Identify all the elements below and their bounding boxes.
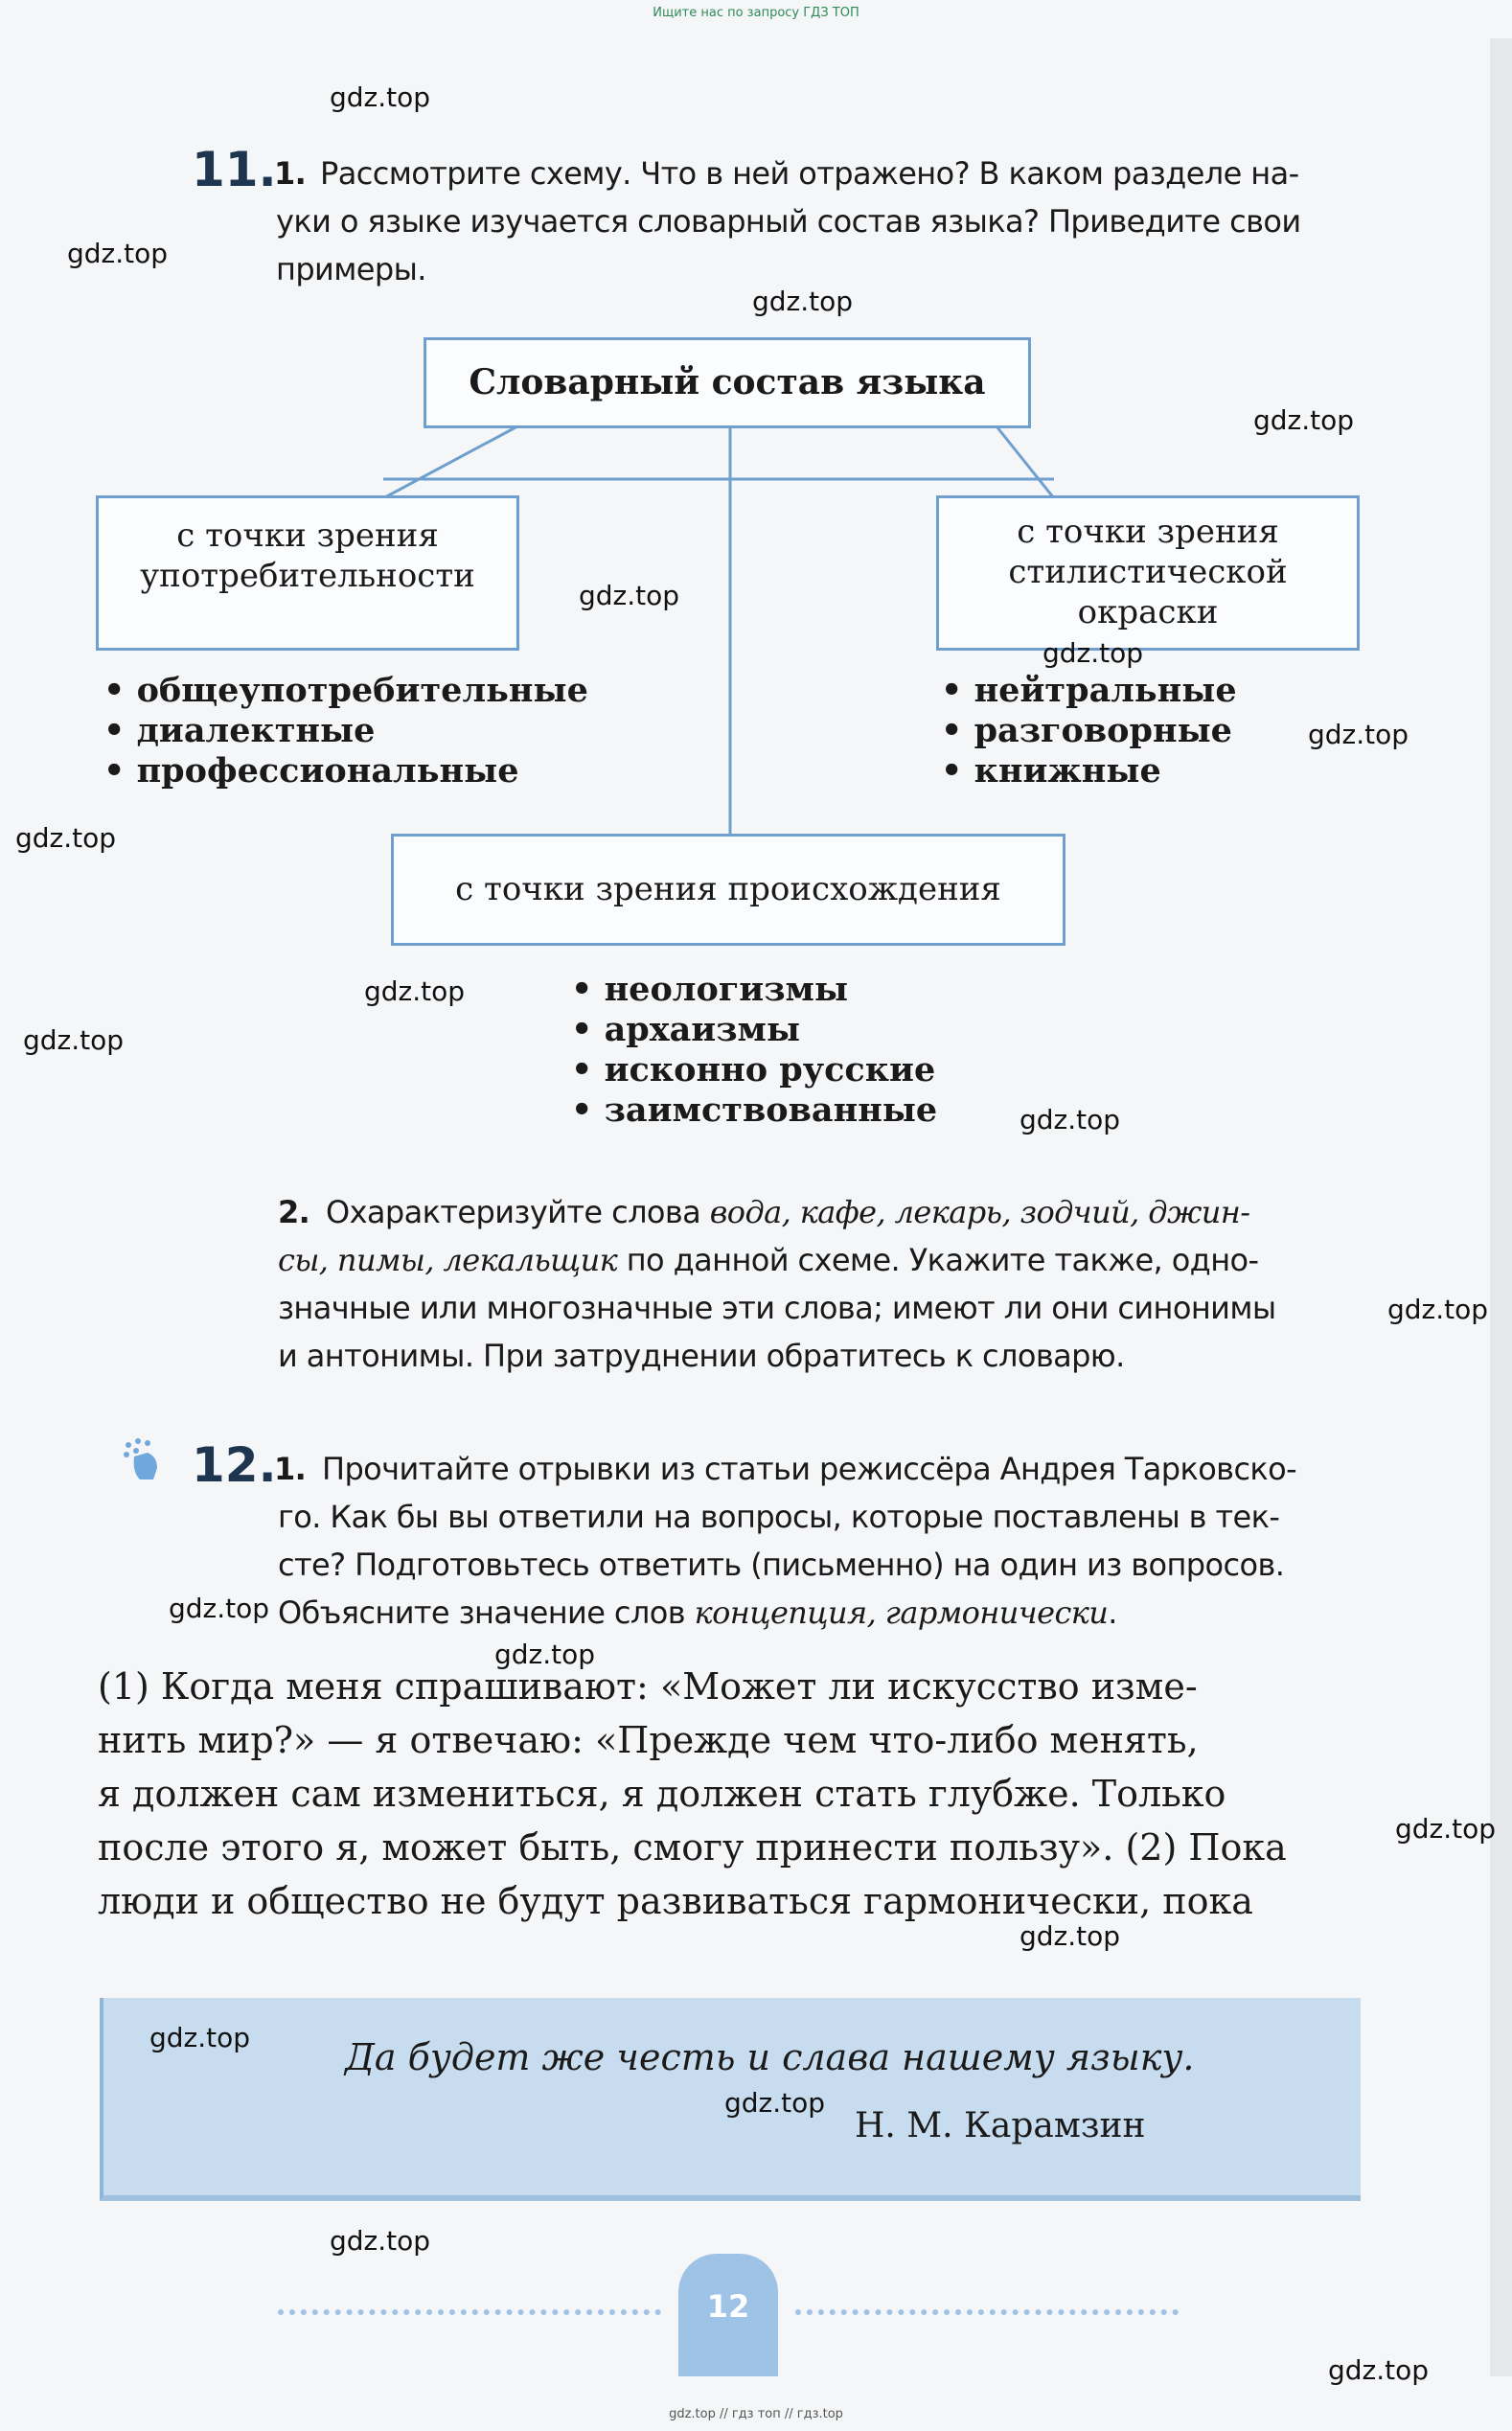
- watermark: gdz.top: [330, 2225, 431, 2257]
- watermark: gdz.top: [67, 238, 169, 269]
- example-words: вода, кафе, лекарь, зодчий, джин-: [709, 1194, 1250, 1230]
- style-list: [941, 671, 1237, 791]
- ex12-line-2: го. Как бы вы ответили на вопросы, которые поставлены в тек-: [278, 1499, 1280, 1535]
- list-item: • архаизмы: [571, 1010, 937, 1050]
- ex11-task1-line-3: примеры.: [276, 251, 426, 287]
- list-item: • общеупотребительные: [103, 671, 588, 711]
- watermark: gdz.top: [364, 975, 466, 1007]
- scheme-box-style: [936, 495, 1360, 651]
- watermark: gdz.top: [1387, 1294, 1489, 1325]
- list-item: • книжные: [941, 751, 1237, 791]
- scheme-box-usage-line-1: с точки зрения: [176, 516, 439, 555]
- list-item: • нейтральные: [941, 671, 1237, 711]
- epigraph-author: Н. М. Карамзин: [855, 2106, 1146, 2145]
- quote-line: (1) Когда меня спрашивают: «Может ли искусство изме-: [98, 1665, 1198, 1708]
- example-words: сы, пимы, лекальщик: [278, 1242, 618, 1278]
- watermark: gdz.top: [1328, 2354, 1430, 2386]
- ex11-task1-line-2: уки о языке изучается словарный состав языка? Приведите свои: [276, 203, 1301, 240]
- text: по данной схеме. Укажите также, одно-: [617, 1242, 1259, 1278]
- ex11-task2-number: 2.: [278, 1194, 310, 1230]
- scheme-box-origin: с точки зрения происхождения: [391, 834, 1065, 946]
- watermark: gdz.top: [1019, 1920, 1121, 1952]
- ex11-task1-number: 1.: [274, 155, 307, 192]
- ex11-task2-line-2: [278, 1236, 1380, 1284]
- watermark: gdz.top: [1042, 637, 1144, 669]
- scheme-box-style-line-2: стилистической: [1008, 553, 1288, 591]
- hand-icon: [119, 1435, 167, 1483]
- scheme-box-style-line-3: окраски: [1077, 593, 1219, 631]
- page-dots-right: [795, 2309, 1179, 2321]
- watermark: gdz.top: [149, 2022, 251, 2053]
- usage-list: [103, 671, 588, 791]
- exercise-12-number: 12.: [192, 1437, 277, 1493]
- watermark: gdz.top: [23, 1024, 125, 1056]
- quote-line: нить мир?» — я отвечаю: «Прежде чем что-либо менять,: [98, 1719, 1199, 1761]
- ex11-task2-line-4: и антонимы. При затруднении обратитесь к словарю.: [278, 1338, 1125, 1374]
- scheme-box-usage-line-2: употребительности: [140, 557, 475, 595]
- ex11-task2-line-3: значные или многозначные эти слова; имеют ли они синонимы: [278, 1290, 1276, 1326]
- page-dots-left: [278, 2309, 661, 2321]
- list-item: • разговорные: [941, 711, 1237, 751]
- scheme-box-usage: [96, 495, 519, 651]
- watermark: gdz.top: [15, 822, 117, 854]
- quote-line: я должен сам измениться, я должен стать глубже. Только: [98, 1773, 1226, 1815]
- origin-list: [571, 970, 937, 1131]
- watermark: gdz.top: [1395, 1813, 1497, 1845]
- exercise-11-number: 11.: [192, 142, 277, 197]
- ex12-line-4: [278, 1589, 1117, 1637]
- epigraph-quote: Да будет же честь и слава нашему языку.: [345, 2036, 1195, 2078]
- example-words: концепция, гармонически: [694, 1594, 1109, 1631]
- ex11-task1-line-1: Рассмотрите схему. Что в ней отражено? В каком разделе на-: [320, 155, 1299, 192]
- page-number: 12: [678, 2254, 778, 2376]
- scheme-title-box: Словарный состав языка: [424, 337, 1031, 428]
- watermark: gdz.top: [1308, 719, 1409, 750]
- watermark: gdz.top: [724, 2087, 826, 2119]
- list-item: • диалектные: [103, 711, 588, 751]
- list-item: • неологизмы: [571, 970, 937, 1010]
- list-item: • профессиональные: [103, 751, 588, 791]
- watermark: gdz.top: [494, 1639, 596, 1670]
- ex12-line-3: сте? Подготовьтесь ответить (письменно) на один из вопросов.: [278, 1547, 1285, 1583]
- scheme-box-style-line-1: с точки зрения: [1017, 513, 1279, 551]
- text: .: [1108, 1594, 1117, 1631]
- bottom-footer: gdz.top // гдз топ // гдз.top: [669, 2407, 843, 2421]
- text: Охарактеризуйте слова: [326, 1194, 710, 1230]
- quote-line: люди и общество не будут развиваться гармонически, пока: [98, 1880, 1253, 1922]
- list-item: • заимствованные: [571, 1090, 937, 1131]
- ex12-line-1: Прочитайте отрывки из статьи режиссёра Андрея Тарковско-: [322, 1451, 1297, 1487]
- top-banner: Ищите нас по запросу ГДЗ ТОП: [653, 6, 859, 20]
- watermark: gdz.top: [579, 580, 680, 611]
- watermark: gdz.top: [1019, 1104, 1121, 1135]
- watermark: gdz.top: [1253, 404, 1355, 436]
- ex11-task2-line-1: [326, 1188, 1370, 1236]
- text: Объясните значение слов: [278, 1594, 695, 1631]
- list-item: • исконно русские: [571, 1050, 937, 1090]
- watermark: gdz.top: [169, 1593, 270, 1624]
- watermark: gdz.top: [330, 81, 431, 113]
- article-quote: [98, 1660, 1363, 1928]
- ex12-task1-number: 1.: [274, 1451, 307, 1487]
- quote-line: после этого я, может быть, смогу принести пользу». (2) Пока: [98, 1826, 1287, 1869]
- watermark: gdz.top: [752, 286, 854, 317]
